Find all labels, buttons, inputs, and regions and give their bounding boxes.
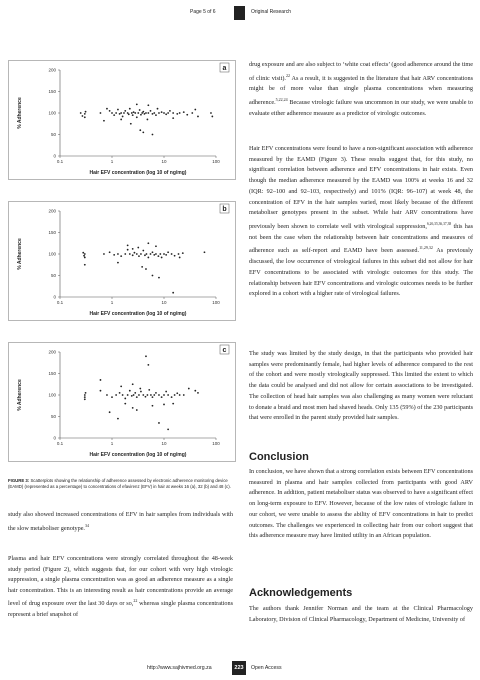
data-point bbox=[137, 112, 139, 114]
x-tick-label: 100 bbox=[212, 300, 220, 305]
x-tick-label: 1 bbox=[110, 159, 114, 164]
data-point bbox=[150, 253, 152, 255]
data-point bbox=[124, 403, 126, 405]
data-point bbox=[142, 394, 144, 396]
data-point bbox=[111, 396, 113, 398]
data-point bbox=[147, 242, 149, 244]
right-paragraph-2 bbox=[249, 144, 473, 300]
x-tick-label: 100 bbox=[212, 159, 220, 164]
data-point bbox=[129, 108, 131, 110]
data-point bbox=[179, 394, 181, 396]
data-point bbox=[119, 113, 121, 115]
right-p3-text: The study was limited by the study design, in that the participants who provided hair samples were predominantly female, had higher levels of adherence compared to the rest of the cohort and were mostly virologically suppressed. This limited the extent to which the data could be analysed and did not allow for certain associations to be investigated. The collection of head hair samples was also challenging as many women were reluctant to donate a braid and most men had shaved heads. Only 135 (59%) of the 230 participants that were enrolled in the parent study provided hair samples. bbox=[249, 350, 473, 422]
data-point bbox=[165, 113, 167, 115]
data-point bbox=[165, 391, 167, 393]
data-point bbox=[103, 120, 105, 122]
figure-caption bbox=[8, 478, 233, 490]
data-point bbox=[127, 394, 129, 396]
data-point bbox=[157, 108, 159, 110]
page-number: 223 bbox=[232, 661, 246, 675]
data-point bbox=[115, 112, 117, 114]
data-point bbox=[100, 390, 102, 392]
data-point bbox=[100, 379, 102, 381]
right-p1-text: drug exposure and are also subject to ‘white coat effects’ (good adherence around the time of clinic visit). bbox=[249, 61, 473, 82]
data-point bbox=[172, 112, 174, 114]
data-point bbox=[120, 112, 122, 114]
data-point bbox=[153, 254, 155, 256]
x-tick-label: 1 bbox=[110, 441, 114, 446]
data-point bbox=[147, 394, 149, 396]
x-tick-label: 10 bbox=[161, 159, 167, 164]
data-point bbox=[191, 112, 193, 114]
data-point bbox=[152, 275, 154, 277]
data-point bbox=[109, 411, 111, 413]
data-point bbox=[113, 254, 115, 256]
data-point bbox=[82, 252, 84, 254]
scatterplot-b bbox=[8, 201, 236, 321]
y-tick-label: 150 bbox=[48, 230, 56, 236]
data-point bbox=[182, 252, 184, 254]
data-point bbox=[129, 253, 131, 255]
open-access-label: Open Access bbox=[251, 665, 282, 671]
data-point bbox=[136, 116, 138, 118]
data-point bbox=[146, 253, 148, 255]
left-paragraph-2 bbox=[8, 554, 233, 621]
data-point bbox=[111, 112, 113, 114]
citation: 34 bbox=[84, 522, 89, 528]
data-point bbox=[141, 266, 143, 268]
data-point bbox=[117, 109, 119, 111]
data-point bbox=[157, 255, 159, 257]
data-point bbox=[136, 396, 138, 398]
data-point bbox=[124, 110, 126, 112]
data-point bbox=[124, 253, 126, 255]
data-point bbox=[133, 111, 135, 113]
data-point bbox=[138, 394, 140, 396]
y-tick-label: 150 bbox=[48, 89, 56, 95]
data-point bbox=[119, 392, 121, 394]
data-point bbox=[134, 392, 136, 394]
x-axis-label: Hair EFV concentration (log 10 of ng/mg) bbox=[89, 311, 187, 317]
data-point bbox=[163, 112, 165, 114]
x-tick-label: 10 bbox=[161, 441, 167, 446]
data-point bbox=[158, 422, 160, 424]
y-tick-label: 100 bbox=[48, 392, 56, 398]
left-p1-text: study also showed increased concentrations of EFV in hair samples from individuals with the slow metaboliser genotype. bbox=[8, 511, 233, 532]
data-point bbox=[136, 409, 138, 411]
data-point bbox=[117, 253, 119, 255]
data-point bbox=[134, 252, 136, 254]
data-point bbox=[155, 392, 157, 394]
data-point bbox=[155, 245, 157, 247]
data-point bbox=[172, 292, 174, 294]
page-footer bbox=[0, 661, 480, 675]
data-point bbox=[122, 116, 124, 118]
data-point bbox=[194, 390, 196, 392]
y-axis-label: % Adherence bbox=[17, 97, 23, 129]
data-point bbox=[153, 112, 155, 114]
data-point bbox=[152, 405, 154, 407]
section-label: Original Research bbox=[251, 9, 292, 15]
right-paragraph-4 bbox=[249, 467, 473, 542]
data-point bbox=[145, 268, 147, 270]
data-point bbox=[172, 117, 174, 119]
data-point bbox=[142, 250, 144, 252]
data-point bbox=[158, 277, 160, 279]
plot-frame bbox=[9, 61, 236, 180]
data-point bbox=[148, 389, 150, 391]
right-p1-text-c: Because virologic failure was uncommon in our study, we were unable to evaluate either adherence measure as a predictor of virologic outcomes. bbox=[249, 99, 473, 117]
data-point bbox=[158, 394, 160, 396]
data-point bbox=[152, 113, 154, 115]
data-point bbox=[178, 253, 180, 255]
right-p5-text: The authors thank Jennifer Norman and the team at the Clinical Pharmacology Laboratory, Division of Clinical Pharmacology, Department of Medicine, University of bbox=[249, 605, 473, 623]
data-point bbox=[147, 364, 149, 366]
data-point bbox=[120, 386, 122, 388]
data-point bbox=[138, 255, 140, 257]
acknowledgements-heading: Acknowledgements bbox=[249, 587, 353, 599]
scatterplot-c bbox=[8, 342, 236, 462]
data-point bbox=[140, 253, 142, 255]
data-point bbox=[161, 111, 163, 113]
data-point bbox=[210, 112, 212, 114]
data-point bbox=[183, 394, 185, 396]
left-p2-tail: whereas single plasma concentrations represent a brief snapshot of bbox=[8, 600, 233, 619]
data-point bbox=[161, 257, 163, 259]
journal-url[interactable]: http://www.sajhivmed.org.za bbox=[147, 665, 212, 671]
data-point bbox=[144, 113, 146, 115]
panel-label: c bbox=[222, 347, 227, 354]
y-tick-label: 0 bbox=[53, 435, 56, 441]
data-point bbox=[174, 255, 176, 257]
data-point bbox=[132, 383, 134, 385]
y-tick-label: 150 bbox=[48, 371, 56, 377]
data-point bbox=[124, 398, 126, 400]
right-p2-text-c: As previously discussed, the low occurrence of virological failures in this subset did not allow for hair EFV concentrations to be associated with virologic outcomes for this study. The relationship between hair EFV concentrations and virologic outcomes needs to be further explored in a cohort with a higher rate of virological failures. bbox=[249, 247, 473, 298]
data-point bbox=[139, 388, 141, 390]
data-point bbox=[152, 251, 154, 253]
page-label: Page 5 of 6 bbox=[190, 9, 216, 15]
panel-label: a bbox=[222, 65, 227, 72]
data-point bbox=[159, 253, 161, 255]
data-point bbox=[147, 104, 149, 106]
data-point bbox=[176, 113, 178, 115]
data-point bbox=[84, 253, 86, 255]
data-point bbox=[129, 390, 131, 392]
x-axis-label: Hair EFV concentration (log 10 of ng/mg) bbox=[89, 170, 187, 176]
data-point bbox=[145, 112, 147, 114]
data-point bbox=[115, 394, 117, 396]
panel-label: b bbox=[222, 206, 227, 213]
data-point bbox=[100, 112, 102, 114]
y-tick-label: 50 bbox=[50, 132, 56, 138]
data-point bbox=[84, 257, 86, 259]
y-tick-label: 200 bbox=[48, 208, 56, 214]
data-point bbox=[131, 395, 133, 397]
data-point bbox=[142, 111, 144, 113]
data-point bbox=[194, 109, 196, 111]
data-point bbox=[132, 248, 134, 250]
data-point bbox=[84, 394, 86, 396]
data-point bbox=[109, 251, 111, 253]
data-point bbox=[144, 254, 146, 256]
y-tick-label: 200 bbox=[48, 67, 56, 73]
data-point bbox=[176, 392, 178, 394]
x-tick-label: 10 bbox=[161, 300, 167, 305]
data-point bbox=[85, 392, 87, 394]
plot-frame bbox=[9, 343, 236, 462]
y-tick-label: 0 bbox=[53, 153, 56, 159]
page-header bbox=[0, 6, 480, 20]
y-tick-label: 100 bbox=[48, 110, 56, 116]
data-point bbox=[163, 394, 165, 396]
data-point bbox=[80, 112, 82, 114]
citation: 11,29,32 bbox=[419, 245, 433, 251]
data-point bbox=[179, 112, 181, 114]
data-point bbox=[145, 396, 147, 398]
citation: 6,26,35,36,37,38 bbox=[426, 221, 452, 226]
right-p1-text-b: As a result, it is suggested in the literature that hair ARV concentrations might be of more value than single plasma concentrations when measuring adherence. bbox=[249, 74, 473, 107]
data-point bbox=[117, 262, 119, 264]
data-point bbox=[152, 396, 154, 398]
data-point bbox=[120, 119, 122, 121]
y-axis-label: % Adherence bbox=[17, 238, 23, 270]
data-point bbox=[84, 264, 86, 266]
left-p2-text: Plasma and hair EFV concentrations were strongly correlated throughout the 48-week study period (Figure 2), which suggests that, for our cohort with very high virologic suppression, a single plasma concentration was as good an adherence measure as a single hair concentration. This is an interesting result as hair concentrations provide an average level of drug exposure over the last 30 days or so, bbox=[8, 555, 233, 608]
data-point bbox=[85, 111, 87, 113]
citation: 22 bbox=[285, 72, 290, 78]
data-point bbox=[197, 116, 199, 118]
y-tick-label: 0 bbox=[53, 294, 56, 300]
right-p2-text: Hair EFV concentrations were found to have a non-significant association with adherence measured by the EAMD (Figure 3). These results suggest that, for this study, no significant correlation between adherence and EFV concentrations in hair exists. Even though the median adherence measured by the EAMD was 100% at weeks 16 and 32 (IQR: 92–100 and 92–103, respectively) and 101% (IQR: 96–107) at week 48, the concentration of EFV in the hair samples varied, most likely because of the different metaboliser genotypes present in the subset. While hair ARV concentrations have previously been shown to correlate well with virological suppression, bbox=[249, 145, 473, 230]
y-tick-label: 50 bbox=[50, 414, 56, 420]
data-point bbox=[120, 255, 122, 257]
data-point bbox=[82, 115, 84, 117]
data-point bbox=[134, 112, 136, 114]
data-point bbox=[147, 112, 149, 114]
data-point bbox=[113, 114, 115, 116]
data-point bbox=[152, 134, 154, 136]
data-point bbox=[106, 108, 108, 110]
right-p2-text-b: this has not been the case when the relationship between hair concentrations and measures of adherence such as self-report and EAMD have been assessed. bbox=[249, 222, 473, 255]
x-tick-label: 0.1 bbox=[56, 441, 64, 446]
data-point bbox=[150, 394, 152, 396]
scatterplot-a bbox=[8, 60, 236, 180]
data-point bbox=[131, 112, 133, 114]
right-paragraph-1 bbox=[249, 60, 473, 120]
conclusion-heading: Conclusion bbox=[249, 451, 309, 463]
data-point bbox=[84, 398, 86, 400]
data-point bbox=[171, 396, 173, 398]
data-point bbox=[84, 113, 86, 115]
data-point bbox=[179, 257, 181, 259]
left-paragraph-1 bbox=[8, 510, 233, 534]
data-point bbox=[150, 110, 152, 112]
y-tick-label: 100 bbox=[48, 251, 56, 257]
data-point bbox=[211, 116, 213, 118]
data-point bbox=[171, 253, 173, 255]
data-point bbox=[83, 255, 85, 257]
data-point bbox=[123, 112, 125, 114]
data-point bbox=[122, 394, 124, 396]
x-tick-label: 100 bbox=[212, 441, 220, 446]
data-point bbox=[127, 245, 129, 247]
data-point bbox=[163, 253, 165, 255]
data-point bbox=[140, 114, 142, 116]
plot-frame bbox=[9, 202, 236, 321]
data-point bbox=[147, 119, 149, 121]
data-point bbox=[84, 116, 86, 118]
data-point bbox=[163, 404, 165, 406]
data-point bbox=[172, 403, 174, 405]
data-point bbox=[169, 110, 171, 112]
figure-label: FIGURE 3: bbox=[8, 478, 30, 483]
y-tick-label: 200 bbox=[48, 349, 56, 355]
data-point bbox=[136, 104, 138, 106]
data-point bbox=[136, 253, 138, 255]
header-divider-block bbox=[234, 6, 245, 20]
data-point bbox=[140, 391, 142, 393]
data-point bbox=[132, 407, 134, 409]
data-point bbox=[165, 254, 167, 256]
data-point bbox=[109, 110, 111, 112]
data-point bbox=[127, 249, 129, 251]
data-point bbox=[167, 251, 169, 253]
data-point bbox=[145, 355, 147, 357]
data-point bbox=[167, 112, 169, 114]
data-point bbox=[167, 429, 169, 431]
x-axis-label: Hair EFV concentration (log 10 of ng/mg) bbox=[89, 452, 187, 458]
data-point bbox=[204, 251, 206, 253]
x-tick-label: 1 bbox=[110, 300, 114, 305]
y-axis-label: % Adherence bbox=[17, 379, 23, 411]
data-point bbox=[188, 388, 190, 390]
data-point bbox=[147, 257, 149, 259]
data-point bbox=[117, 418, 119, 420]
data-point bbox=[103, 253, 105, 255]
data-point bbox=[133, 394, 135, 396]
right-paragraph-3 bbox=[249, 349, 473, 424]
citation: 5,22,24 bbox=[275, 97, 288, 103]
data-point bbox=[139, 129, 141, 131]
data-point bbox=[106, 394, 108, 396]
figure-caption-text: Scatterplots showing the relationship of adherence assessed by electronic adherence monitoring device (EAMD) (represented as a percentage) to concentrations of efavirenz (EFV) in hair at weeks 16 (a), 32 (b) and 48 (c). bbox=[8, 478, 231, 489]
data-point bbox=[130, 123, 132, 125]
y-tick-label: 50 bbox=[50, 273, 56, 279]
data-point bbox=[153, 394, 155, 396]
data-point bbox=[142, 131, 144, 133]
x-tick-label: 0.1 bbox=[56, 300, 64, 305]
data-point bbox=[174, 394, 176, 396]
data-point bbox=[158, 112, 160, 114]
data-point bbox=[137, 247, 139, 249]
data-point bbox=[132, 254, 134, 256]
data-point bbox=[84, 396, 86, 398]
data-point bbox=[139, 109, 141, 111]
data-point bbox=[161, 396, 163, 398]
data-point bbox=[183, 111, 185, 113]
data-point bbox=[155, 114, 157, 116]
data-point bbox=[132, 114, 134, 116]
data-point bbox=[155, 253, 157, 255]
data-point bbox=[197, 392, 199, 394]
data-point bbox=[167, 394, 169, 396]
data-point bbox=[128, 113, 130, 115]
right-paragraph-5 bbox=[249, 604, 473, 625]
right-p4-text: In conclusion, we have shown that a strong correlation exists between EFV concentrations measured in plasma and hair samples collected from participants with good ARV adherence. In addition, patient metaboliser status was observed to have a significant effect on long-term exposure to EFV. However, because of the low rates of virologic failure in our cohort, we were unable to assess the ability of EFV concentrations in hair to predict outcomes. The challenges we experienced in collecting hair from our cohort suggest that this adherence measure may have limited utility in an African population. bbox=[249, 468, 473, 540]
data-point bbox=[186, 114, 188, 116]
x-tick-label: 0.1 bbox=[56, 159, 64, 164]
citation: 22 bbox=[133, 598, 138, 604]
